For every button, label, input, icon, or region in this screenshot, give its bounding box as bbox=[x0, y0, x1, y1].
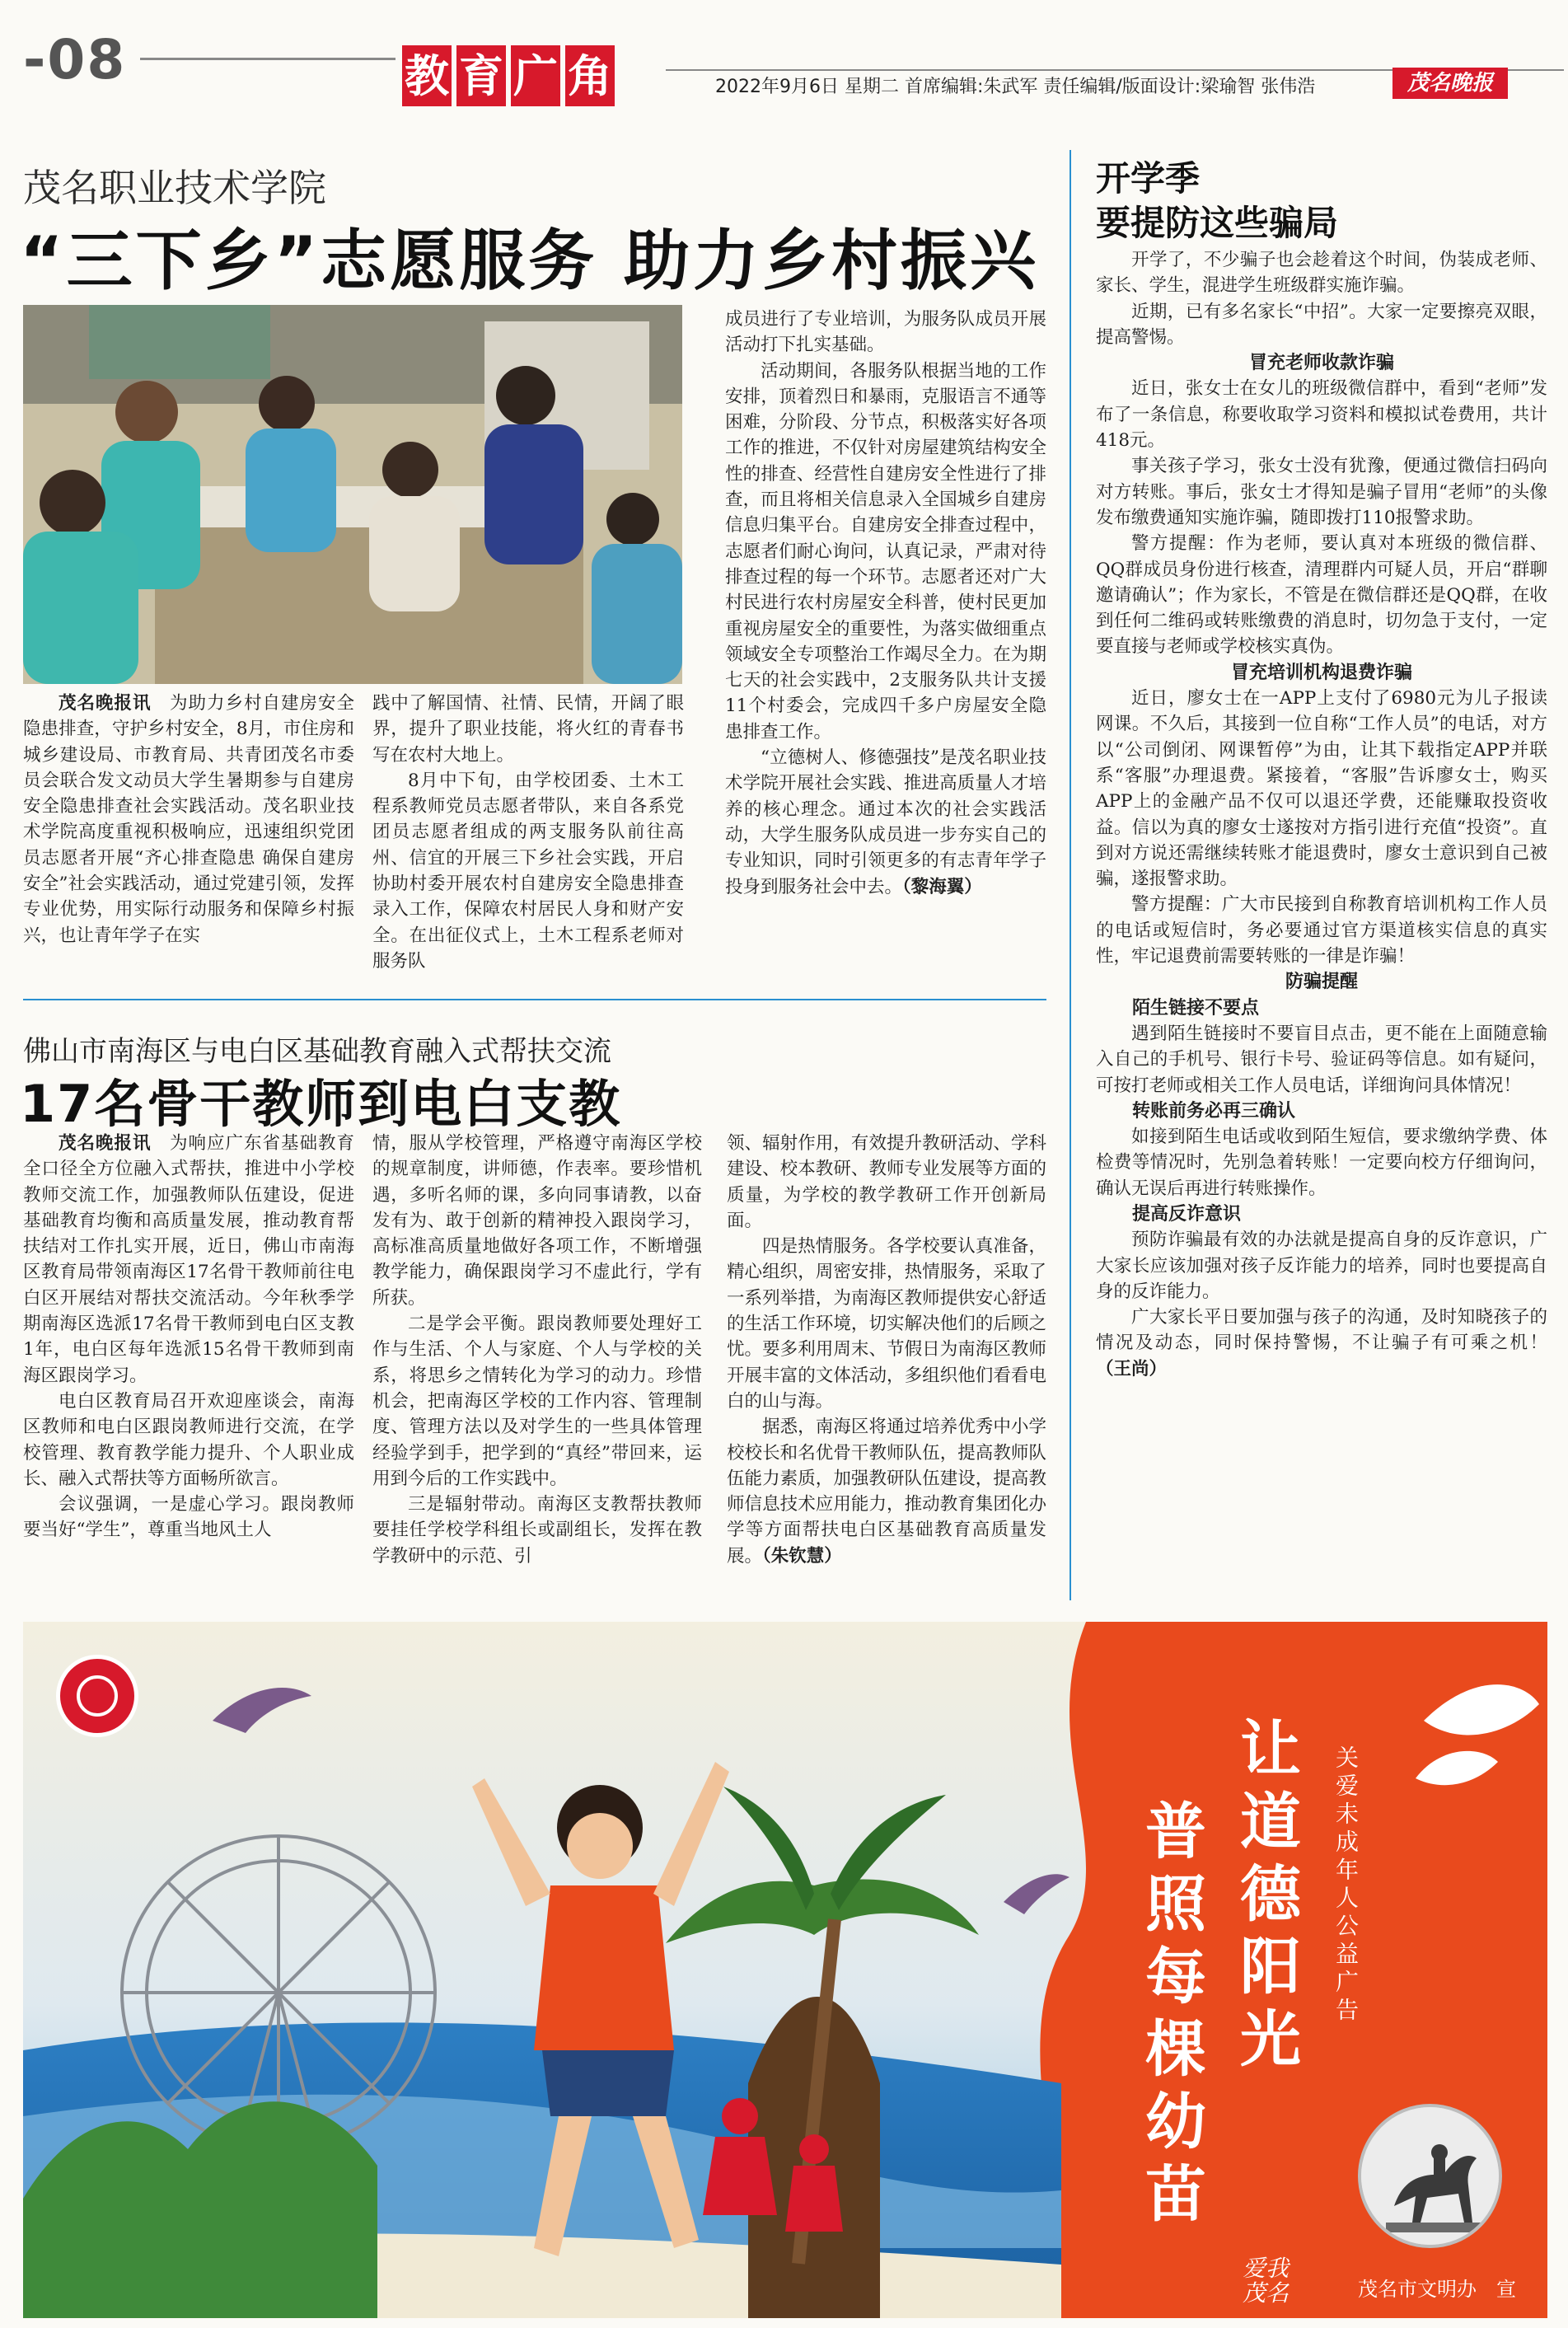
paragraph: 近日，张女士在女儿的班级微信群中，看到“老师”发布了一条信息，称要收取学习资料和模拟试卷费用，共计418元。 bbox=[1096, 378, 1547, 452]
paragraph: 电白区教育局召开欢迎座谈会，南海区教师和电白区跟岗教师进行交流，在学校管理、教育教学能力提升、个人职业成长、融入式帮扶等方面畅所欲言。 bbox=[23, 1390, 354, 1489]
ad-subtitle: 关爱未成年人公益广告 bbox=[1332, 1745, 1360, 2026]
article3-title-line-2: 要提防这些骗局 bbox=[1096, 203, 1339, 243]
paragraph: 三是辐射带动。南海区支教帮扶教师要挂任学校学科组长或副组长，发挥在教学教研中的示范、引 bbox=[372, 1494, 702, 1567]
paragraph: “立德树人、修德强技”是茂名职业技术学院开展社会实践、推进高质量人才培养的核心理念。通过本次的社会实践活动，大学生服务队成员进一步夯实自己的专业知识，同时引领更多的有志青年学子投身到服务社会中去。 bbox=[725, 747, 1046, 897]
section-char: 育 bbox=[456, 45, 506, 106]
paragraph: 警方提醒：作为老师，要认真对本班级的微信群、QQ群成员身份进行核查，清理群内可疑人员，开启“群聊邀请确认”；作为家长，不管是在微信群还是QQ群，在收到任何二维码或转账缴费的消息时，切勿急于支付，一定要直接与老师或学校核实真伪。 bbox=[1096, 533, 1547, 658]
ad-slogan bbox=[1243, 2256, 1289, 2306]
section-char: 教 bbox=[402, 45, 452, 106]
subhead: 冒充老师收款诈骗 bbox=[1248, 353, 1394, 374]
horse-statue-medallion-icon bbox=[1358, 2104, 1502, 2248]
paragraph: 警方提醒：广大市民接到自称教育培训机构工作人员的电话或短信时，务必要通过官方渠道核实信息的真实性，牢记退费前需要转账的一律是诈骗！ bbox=[1096, 894, 1547, 967]
minihead: 转账前务必再三确认 bbox=[1132, 1100, 1296, 1122]
article1-photo bbox=[23, 305, 682, 684]
paragraph: 近期，已有多名家长“中招”。大家一定要擦亮双眼，提高警惕。 bbox=[1096, 301, 1547, 348]
article2-title: 17名骨干教师到电白支教 bbox=[20, 1074, 622, 1134]
article3-title-line-1: 开学季 bbox=[1096, 158, 1201, 199]
article2-column-3 bbox=[727, 1131, 1046, 1569]
paragraph: 二是学会平衡。跟岗教师要处理好工作与生活、个人与家庭、个人与学校的关系，将思乡之情转化为学习的动力。珍惜机会，把南海区学校的工作内容、管理制度、管理方法以及对学生的一些具体管理经验学到手，把学到的“真经”带回来，运用到今后的工作实践中。 bbox=[372, 1314, 702, 1489]
byline: （朱钦慧） bbox=[762, 1545, 842, 1567]
header-rule-left bbox=[140, 58, 396, 60]
paper-logo: 茂名晚报 bbox=[1392, 68, 1508, 99]
article1-kicker: 茂名职业技术学院 bbox=[23, 166, 326, 210]
divider bbox=[1070, 150, 1071, 1600]
article3-title bbox=[1096, 157, 1338, 246]
paragraph: 据悉，南海区将通过培养优秀中小学校校长和名优骨干教师队伍，提高教师队伍能力素质，加强教研队伍建设，提高教师信息技术应用能力，推动教育集团化办学等方面帮扶电白区基础教育高质量发展。 bbox=[727, 1417, 1046, 1567]
paragraph: 广大家长平日要加强与孩子的沟通，及时知晓孩子的情况及动态，同时保持警惕，不让骗子有可乘之机！ bbox=[1096, 1307, 1547, 1354]
article1-column-1 bbox=[23, 691, 354, 949]
divider bbox=[23, 999, 1046, 1000]
paragraph: 为响应广东省基础教育全口径全方位融入式帮扶，推进中小学校教师交流工作，加强教师队伍建设，促进基础教育均衡和高质量发展，推动教育帮扶结对工作扎实开展，近日，佛山市南海区教育局带领南海区17名骨干教师前往电白区开展结对帮扶交流活动。今年秋季学期南海区选派17名骨干教师到电白区支教1年，电白区每年选派15名骨干教师到南海区跟岗学习。 bbox=[23, 1133, 354, 1386]
paragraph: 如接到陌生电话或收到陌生短信，要求缴纳学费、体检费等情况时，先别急着转账！一定要向校方仔细询问，确认无误后再进行转账操作。 bbox=[1096, 1127, 1547, 1199]
article1-column-2 bbox=[372, 691, 684, 974]
slogan-bottom: 茂名 bbox=[1243, 2279, 1290, 2307]
paragraph: 近日，廖女士在一APP上支付了6980元为儿子报读网课。不久后，其接到一位自称“工作人员”的电话，对方以“公司倒闭、网课暂停”为由，让其下载指定APP并联系“客服”办理退费。紧接着，“客服”告诉廖女士，购买APP上的金融产品不仅可以退还学费，还能赚取投资收益。信以为真的廖女士遂按对方指引进行充值“投资”。直到对方说还需继续转账才能退费时，廖女士意识到自己被骗，遂报警求助。 bbox=[1096, 688, 1547, 890]
paragraph: 四是热情服务。各学校要认真准备，精心组织，周密安排，热情服务，采取了一系列举措，为南海区教师提供安心舒适的生活工作环境，切实解决他们的后顾之忧。要多利用周末、节假日为南海区教师开展丰富的文体活动，多组织他们看看电白的山与海。 bbox=[727, 1236, 1046, 1412]
byline: （黎海翼） bbox=[902, 876, 982, 897]
section-title bbox=[402, 45, 615, 106]
slogan-top: 爱我 bbox=[1243, 2255, 1290, 2282]
article1-column-3 bbox=[725, 307, 1046, 900]
dateline: 茂名晚报讯 bbox=[59, 1133, 152, 1154]
page-number: -08 bbox=[23, 28, 127, 91]
paragraph: 情，服从学校管理，严格遵守南海区学校的规章制度，讲师德，作表率。要珍惜机遇，多听名师的课，多向同事请教，以奋发有为、敢于创新的精神投入跟岗学习，高标准高质量地做好各项工作，不断增强教学能力，确保跟岗学习不虚此行，学有所获。 bbox=[372, 1133, 702, 1309]
ad-headline-line-1: 让道德阳光 bbox=[1230, 1717, 1301, 2079]
ad-sponsor: 茂名市文明办 宣 bbox=[1358, 2278, 1516, 2301]
paragraph: 活动期间，各服务队根据当地的工作安排，顶着烈日和暴雨，克服语言不通等困难，分阶段、分节点，积极落实好各项工作的推进，不仅针对房屋建筑结构安全性的排查、经营性自建房安全性进行了排查，而且将相关信息录入全国城乡自建房信息归集平台。自建房安全排查过程中，志愿者们耐心询问，认真记录，严肃对待排查过程的每一个环节。志愿者还对广大村民进行农村房屋安全科普，使村民更加重视房屋安全的重要性，为落实做细重点领域安全专项整治工作竭尽全力。在为期七天的社会实践中，2支服务队共计支援11个村委会，完成四千多户房屋安全隐患排查工作。 bbox=[725, 360, 1046, 742]
article1-title: “三下乡”志愿服务 助力乡村振兴 bbox=[20, 222, 1040, 299]
paragraph: 开学了，不少骗子也会趁着这个时间，伪装成老师、家长、学生，混进学生班级群实施诈骗。 bbox=[1096, 250, 1547, 297]
paragraph: 遇到陌生链接时不要盲目点击，更不能在上面随意输入自己的手机号、银行卡号、验证码等信息。如有疑问，可按打老师或相关工作人员电话，详细询问具体情况！ bbox=[1096, 1023, 1547, 1096]
header-info: 2022年9月6日 星期二 首席编辑:朱武军 责任编辑/版面设计:梁瑜智 张伟浩 bbox=[715, 77, 1316, 97]
ad-headline-line-2: 普照每棵幼苗 bbox=[1135, 1799, 1206, 2234]
paragraph: 践中了解国情、社情、民情，开阔了眼界，提升了职业技能，将火红的青春书写在农村大地上。 bbox=[372, 693, 684, 766]
paragraph: 为助力乡村自建房安全隐患排查，守护乡村安全，8月，市住房和城乡建设局、市教育局、共青团茂名市委员会联合发文动员大学生暑期参与自建房安全隐患排查社会实践活动。茂名职业技术学院高度重视积极响应，迅速组织党团员志愿者开展“齐心排查隐患 确保自建房安全”社会实践活动，通过党建引领，发挥专业优势，用实际行动服务和保障乡村振兴，也让青年学子在实 bbox=[23, 693, 354, 946]
paragraph: 预防诈骗最有效的办法就是提高自身的反诈意识，广大家长应该加强对孩子反诈能力的培养，同时也要提高自身的反诈能力。 bbox=[1096, 1230, 1547, 1302]
dateline: 茂名晚报讯 bbox=[59, 693, 152, 714]
article2-column-2 bbox=[372, 1131, 702, 1569]
subhead: 冒充培训机构退费诈骗 bbox=[1230, 662, 1412, 683]
volunteers-photo-illustration bbox=[23, 305, 682, 684]
statue-icon bbox=[1361, 2107, 1502, 2248]
minihead: 陌生链接不要点 bbox=[1132, 997, 1260, 1019]
paragraph: 会议强调，一是虚心学习。跟岗教师要当好“学生”，尊重当地风土人 bbox=[23, 1494, 354, 1541]
article2-column-1 bbox=[23, 1131, 354, 1543]
ad-artwork bbox=[23, 1622, 1547, 2318]
section-char: 角 bbox=[565, 45, 615, 106]
paragraph: 领、辐射作用，有效提升教研活动、学科建设、校本教研、教师专业发展等方面的质量，为学校的教学教研工作开创新局面。 bbox=[727, 1133, 1046, 1231]
byline: （王尚） bbox=[1096, 1358, 1168, 1379]
paragraph: 成员进行了专业培训，为服务队成员开展活动打下扎实基础。 bbox=[725, 309, 1046, 356]
article3-body bbox=[1096, 247, 1547, 1382]
paragraph: 事关孩子学习，张女士没有犹豫，便通过微信扫码向对方转账。事后，张女士才得知是骗子冒用“老师”的头像发布缴费通知实施诈骗，随即拨打110报警求助。 bbox=[1096, 456, 1547, 528]
subhead: 防骗提醒 bbox=[1285, 972, 1358, 993]
logo-inner-ring bbox=[77, 1675, 118, 1717]
minihead: 提高反诈意识 bbox=[1132, 1203, 1242, 1225]
civilization-logo-icon bbox=[56, 1655, 138, 1737]
public-service-ad bbox=[23, 1622, 1547, 2318]
paragraph: 8月中下旬，由学校团委、土木工程系教师党员志愿者带队，来自各系党团员志愿者组成的两支服务队前往高州、信宜的开展三下乡社会实践，开启协助村委开展农村自建房安全隐患排查录入工作，保障农村居民人身和财产安全。在出征仪式上，土木工程系老师对服务队 bbox=[372, 770, 684, 972]
article2-kicker: 佛山市南海区与电白区基础教育融入式帮扶交流 bbox=[23, 1035, 611, 1068]
section-char: 广 bbox=[511, 45, 560, 106]
